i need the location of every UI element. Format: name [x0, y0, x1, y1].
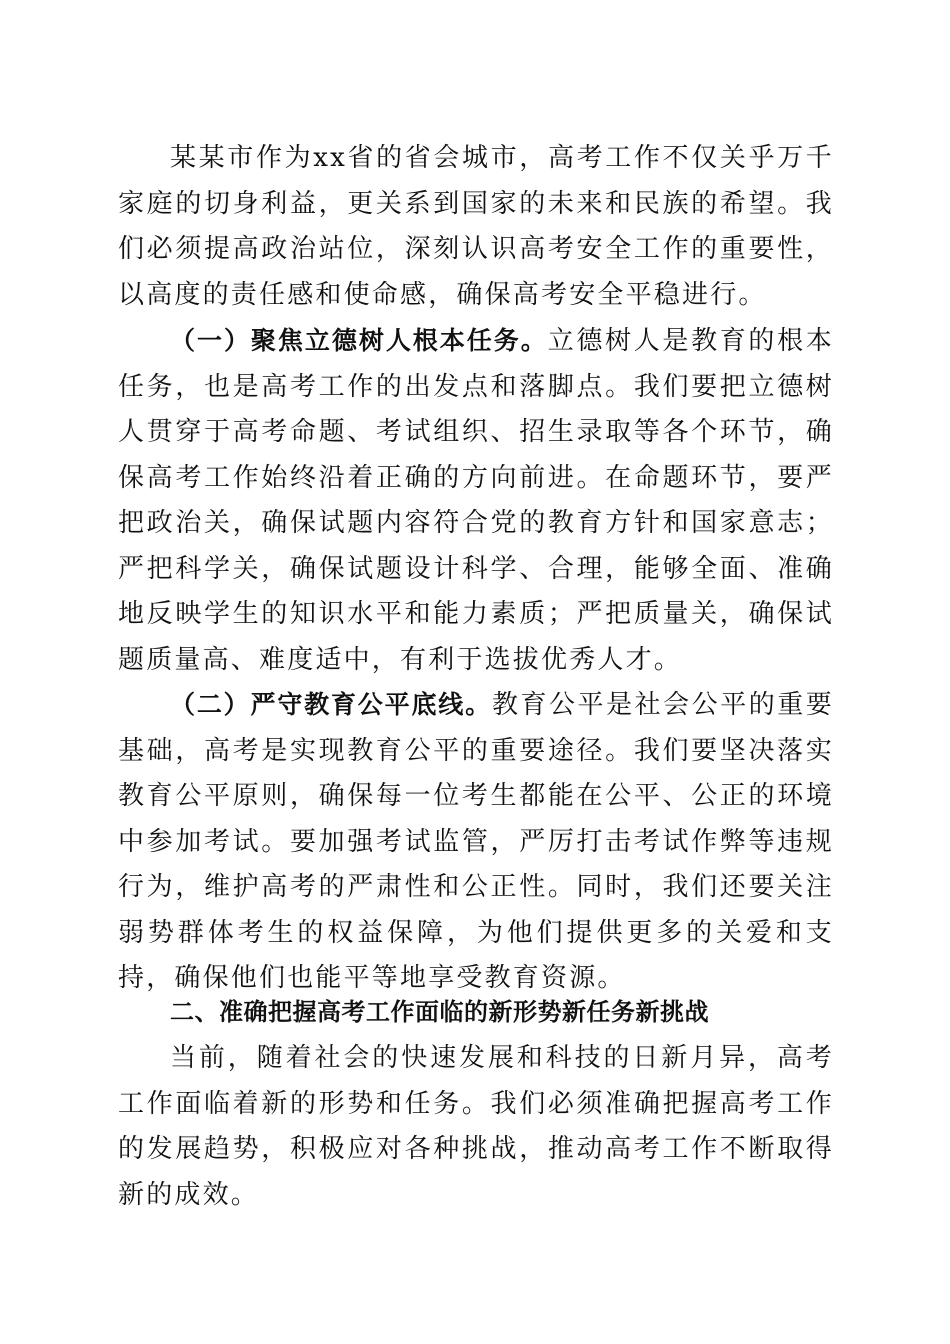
text-block: [118, 682, 834, 1002]
situation-paragraph: 当前，随着社会的快速发展和科技的日新月异，高考工作面临着新的形势和任务。我们必须准确把握高考工作的发展趋势，积极应对各种挑战，推动高考工作不断取得新的成效。: [118, 1043, 834, 1210]
text-block: [118, 318, 834, 683]
section-two-body: 教育公平是社会公平的重要基础，高考是实现教育公平的重要途径。我们要坚决落实教育公平原则，确保每一位考生都能在公平、公正的环境中参加考试。要加强考试监管，严厉打击考试作弊等违规行为，维护高考的严肃性和公正性。同时，我们还要关注弱势群体考生的权益保障，为他们提供更多的关爱和支持，确保他们也能平等地享受教育资源。: [118, 690, 834, 993]
section-heading: 二、准确把握高考工作面临的新形势新任务新挑战: [170, 998, 709, 1026]
text-block: [118, 1036, 834, 1218]
intro-paragraph: 某某市作为xx省的省会城市，高考工作不仅关乎万千家庭的切身利益，更关系到国家的未来和民族的希望。我们必须提高政治站位，深刻认识高考安全工作的重要性，以高度的责任感和使命感，确保高考安全平稳进行。: [118, 143, 834, 310]
section-two-lead: （二）严守教育公平底线。: [170, 690, 492, 719]
section-one-lead: （一）聚焦立德树人根本任务。: [170, 326, 548, 355]
section-one-paragraph: [118, 318, 834, 683]
text-block: [118, 136, 834, 318]
section-two-paragraph: [118, 682, 834, 1002]
text-block: [118, 990, 834, 1036]
section-one-body: 立德树人是教育的根本任务，也是高考工作的出发点和落脚点。我们要把立德树人贯穿于高考命题、考试组织、招生录取等各个环节，确保高考工作始终沿着正确的方向前进。在命题环节，要严把政治关，确保试题内容符合党的教育方针和国家意志；严把科学关，确保试题设计科学、合理，能够全面、准确地反映学生的知识水平和能力素质；严把质量关，确保试题质量高、难度适中，有利于选拔优秀人才。: [118, 326, 834, 675]
